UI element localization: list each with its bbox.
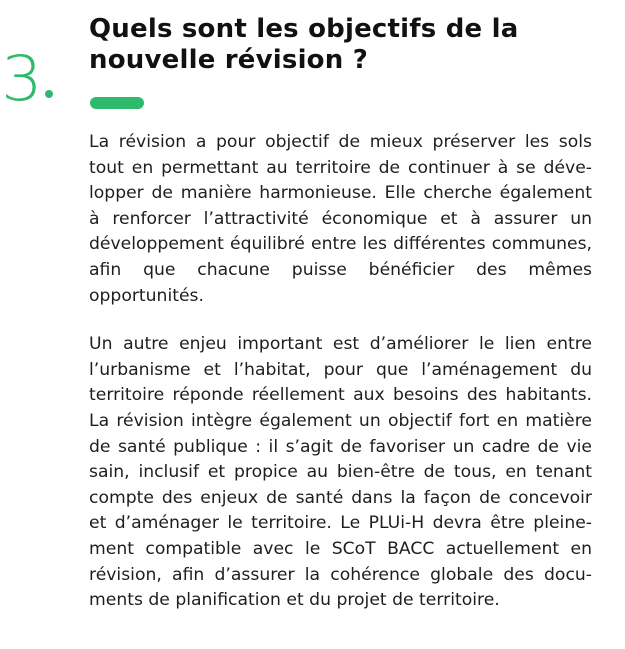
body-paragraph-2: Un autre enjeu important est d’améliorer le lien entre l’urbanisme et l’habitat, pour que l’aménagement du territoire réponde réellement aux besoins des habitants. La révision intègre également un objectif fort en matière de santé publique : il s’agit de favoriser un cadre de vie sain, inclusif et propice au bien-être de tous, en tenant compte des enjeux de santé dans la façon de concevoir et d’aménager le territoire. Le PLUi-H devra être pleinement compatible avec le SCoT BACC actuellement en révision, afin d’assurer la cohérence globale des documents de planification et du projet de territoire. — [89, 334, 592, 611]
section-number-digit: 3 — [1, 42, 41, 115]
section-number — [1, 42, 53, 115]
section-body — [89, 130, 592, 637]
section-number-dot — [45, 90, 53, 98]
body-paragraph-1: La révision a pour objectif de mieux préserver les sols tout en permettant au territoire de continuer à se développer de manière harmonieuse. Elle cherche également à renforcer l’attractivité économique et à assurer un développement équilibré entre les différentes communes, afin que chacune puisse bénéficier des mêmes opportunités. — [89, 132, 592, 306]
title-accent-bar — [90, 97, 144, 109]
section-title: Quels sont les objectifs de la nouvelle révision ? — [89, 14, 519, 75]
